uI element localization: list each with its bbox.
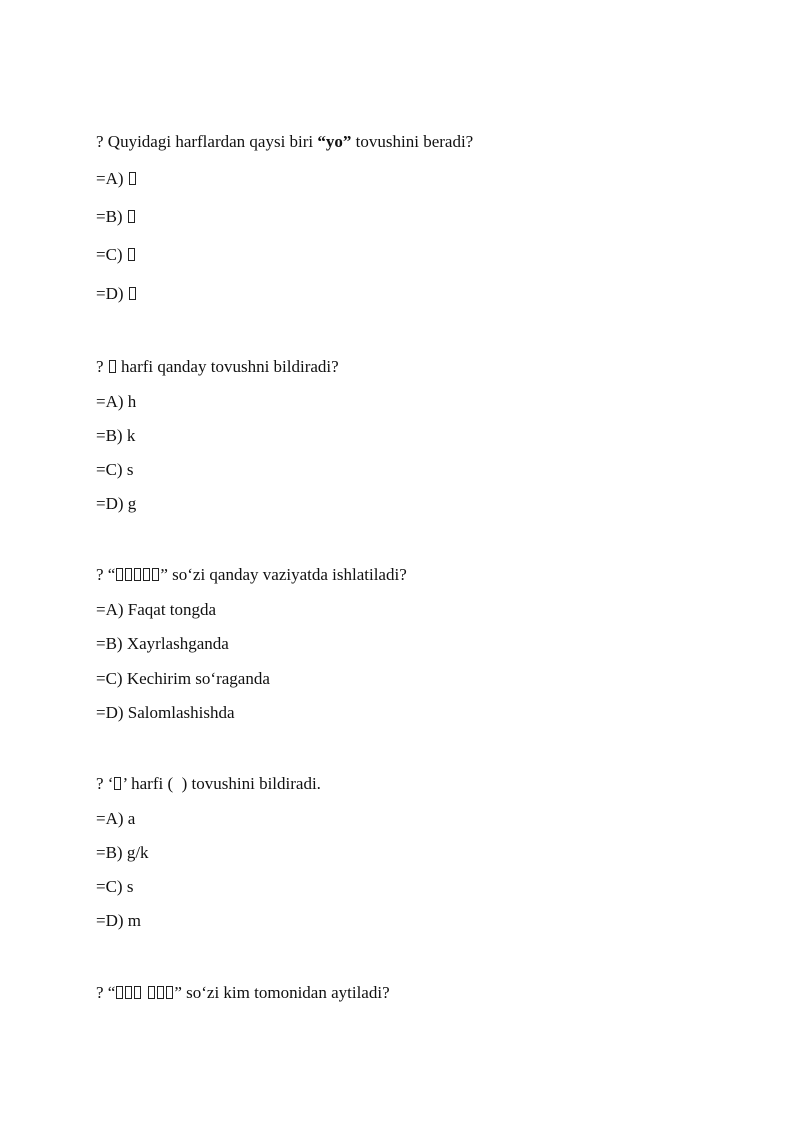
question-1-suffix: tovushini beradi?	[351, 132, 474, 151]
missing-glyph-icon	[116, 568, 123, 581]
missing-glyph-icon	[128, 210, 135, 223]
q3-option-b: =B) Xayrlashganda	[96, 634, 229, 653]
q4-option-d: =D) m	[96, 911, 141, 930]
missing-glyph-icon	[128, 248, 135, 261]
question-3-prefix: ? “	[96, 565, 116, 584]
q2-option-c: =C) s	[96, 460, 134, 479]
q1-option-d-label: =D)	[96, 284, 128, 303]
missing-glyph-icon	[125, 568, 132, 581]
q4-option-b: =B) g/k	[96, 843, 149, 862]
missing-glyph-icon	[134, 568, 141, 581]
missing-glyph-icon	[148, 986, 155, 999]
q1-option-a-label: =A)	[96, 169, 128, 188]
q1-option-b	[96, 207, 136, 227]
q2-option-b: =B) k	[96, 426, 136, 445]
missing-glyph-icon	[116, 986, 123, 999]
question-2-suffix: harfi qanday tovushni bildiradi?	[116, 357, 339, 376]
missing-glyph-icon	[134, 986, 141, 999]
q4-option-c: =C) s	[96, 877, 134, 896]
missing-glyph-icon	[114, 777, 121, 790]
q1-option-a	[96, 169, 137, 189]
question-1	[96, 132, 473, 152]
question-3	[96, 565, 407, 585]
question-1-bold: “yo”	[317, 132, 352, 151]
question-5-suffix: ” so‘zi kim tomonidan aytiladi?	[174, 983, 390, 1002]
question-5-prefix: ? “	[96, 983, 116, 1002]
q2-option-a: =A) h	[96, 392, 137, 411]
missing-glyph-icon	[152, 568, 159, 581]
q3-option-a: =A) Faqat tongda	[96, 600, 217, 619]
missing-glyph-icon	[166, 986, 173, 999]
question-4	[96, 774, 321, 794]
missing-glyph-icon	[129, 287, 136, 300]
q1-option-d	[96, 284, 137, 304]
q3-option-c: =C) Kechirim so‘raganda	[96, 669, 270, 688]
missing-glyph-icon	[109, 360, 116, 373]
question-1-prefix: ? Quyidagi harflardan qaysi biri	[96, 132, 318, 151]
missing-glyph-icon	[157, 986, 164, 999]
q4-option-a: =A) a	[96, 809, 136, 828]
q1-option-c	[96, 245, 136, 265]
missing-glyph-icon	[125, 986, 132, 999]
question-2	[96, 357, 339, 377]
q3-option-d: =D) Salomlashishda	[96, 703, 235, 722]
question-4-prefix: ? ‘	[96, 774, 114, 793]
question-2-prefix: ?	[96, 357, 108, 376]
missing-glyph-icon	[143, 568, 150, 581]
q1-option-b-label: =B)	[96, 207, 127, 226]
question-5	[96, 983, 390, 1003]
q2-option-d: =D) g	[96, 494, 137, 513]
question-3-suffix: ” so‘zi qanday vaziyatda ishlatiladi?	[160, 565, 407, 584]
q1-option-c-label: =C)	[96, 245, 127, 264]
missing-glyph-icon	[129, 172, 136, 185]
question-4-suffix: ’ harfi ( ) tovushini bildiradi.	[122, 774, 321, 793]
